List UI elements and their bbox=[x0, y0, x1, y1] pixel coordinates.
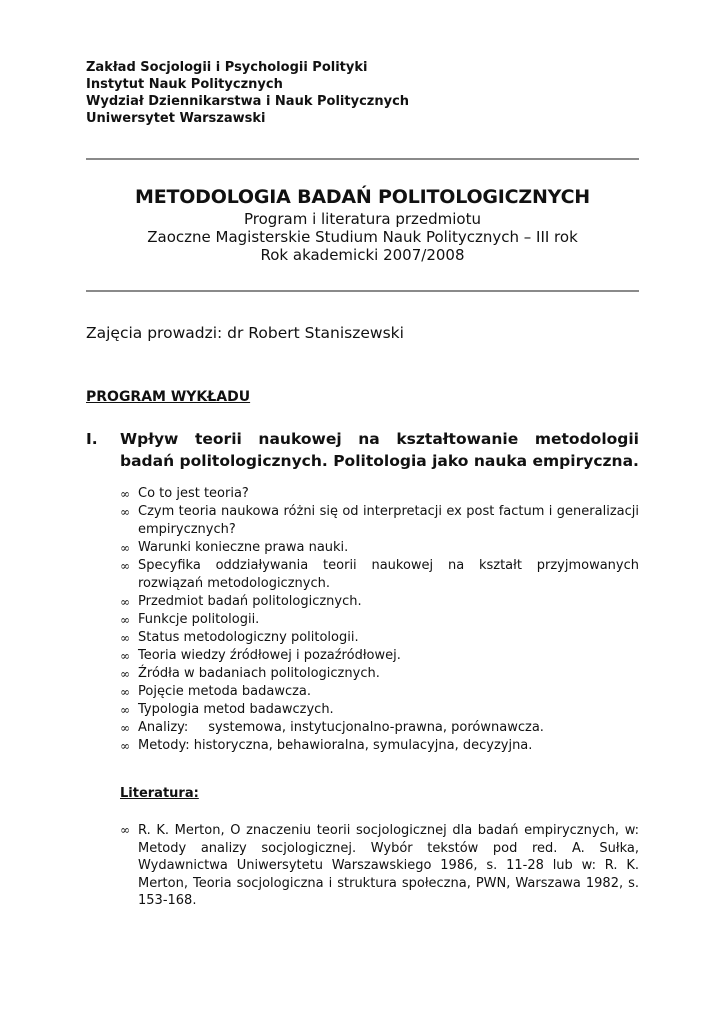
infinity-bullet-icon: ∞ bbox=[120, 505, 130, 519]
literature-heading: Literatura: bbox=[120, 786, 199, 801]
header-line-university: Uniwersytet Warszawski bbox=[86, 111, 266, 126]
list-item bbox=[120, 557, 639, 593]
topic-text: Czym teoria naukowa różni się od interpretacji ex post factum i generalizacji empirycznych? bbox=[138, 504, 639, 537]
topic-text: Co to jest teoria? bbox=[138, 486, 249, 501]
bottom-divider bbox=[86, 290, 639, 292]
topic-text: Metody: historyczna, behawioralna, symulacyjna, decyzyjna. bbox=[138, 738, 533, 753]
infinity-bullet-icon: ∞ bbox=[120, 487, 130, 501]
analyses-item bbox=[138, 719, 639, 737]
list-item bbox=[120, 503, 639, 539]
institution-header bbox=[86, 59, 409, 127]
analyses-label: Analizy: bbox=[138, 720, 189, 735]
top-divider bbox=[86, 158, 639, 160]
infinity-bullet-icon: ∞ bbox=[120, 667, 130, 681]
list-item bbox=[120, 611, 639, 629]
topic-text: Warunki konieczne prawa nauki. bbox=[138, 540, 349, 555]
list-item bbox=[120, 683, 639, 701]
list-item bbox=[120, 701, 639, 719]
subtitle-program: Program i literatura przedmiotu bbox=[244, 210, 481, 228]
subtitle-academic-year: Rok akademicki 2007/2008 bbox=[260, 246, 465, 264]
infinity-bullet-icon: ∞ bbox=[120, 685, 130, 699]
header-line-institute: Instytut Nauk Politycznych bbox=[86, 77, 283, 92]
infinity-bullet-icon: ∞ bbox=[120, 721, 130, 735]
subtitle-studies: Zaoczne Magisterskie Studium Nauk Politycznych – III rok bbox=[147, 228, 578, 246]
list-item bbox=[120, 485, 639, 503]
infinity-bullet-icon: ∞ bbox=[120, 739, 130, 753]
infinity-bullet-icon: ∞ bbox=[120, 541, 130, 555]
analyses-items: systemowa, instytucjonalno-prawna, porównawcza. bbox=[208, 720, 544, 735]
program-heading: PROGRAM WYKŁADU bbox=[86, 389, 251, 405]
infinity-bullet-icon: ∞ bbox=[120, 559, 130, 573]
literature-list bbox=[120, 822, 639, 910]
list-item bbox=[120, 665, 639, 683]
infinity-bullet-icon: ∞ bbox=[120, 823, 130, 837]
infinity-bullet-icon: ∞ bbox=[120, 595, 130, 609]
section-number: I. bbox=[86, 430, 98, 448]
header-line-department: Zakład Socjologii i Psychologii Polityki bbox=[86, 60, 368, 75]
list-item bbox=[120, 719, 639, 737]
topic-text: Źródła w badaniach politologicznych. bbox=[138, 666, 380, 681]
infinity-bullet-icon: ∞ bbox=[120, 613, 130, 627]
infinity-bullet-icon: ∞ bbox=[120, 703, 130, 717]
title-block bbox=[86, 184, 639, 264]
list-item bbox=[120, 629, 639, 647]
lecturer-line: Zajęcia prowadzi: dr Robert Staniszewski bbox=[86, 324, 404, 342]
topic-text: Teoria wiedzy źródłowej i pozaźródłowej. bbox=[138, 648, 401, 663]
list-item bbox=[120, 539, 639, 557]
list-item bbox=[120, 647, 639, 665]
topic-list bbox=[120, 485, 639, 755]
literature-entry: R. K. Merton, O znaczeniu teorii socjologicznej dla badań empirycznych, w: Metody analizy socjologicznej. Wybór tekstów pod red. A. Sułka, Wydawnictwa Uniwersytetu Warszawskiego 1986, s. 11-28 lub w: R. K. Merton, Teoria socjologiczna i struktura społeczna, PWN, Warszawa 1982, s. 153-168. bbox=[138, 823, 639, 908]
list-item bbox=[120, 822, 639, 910]
infinity-bullet-icon: ∞ bbox=[120, 649, 130, 663]
topic-text: Pojęcie metoda badawcza. bbox=[138, 684, 312, 699]
topic-text: Status metodologiczny politologii. bbox=[138, 630, 359, 645]
section-title: Wpływ teorii naukowej na kształtowanie metodologii badań politologicznych. Politologia jako nauka empiryczna. bbox=[120, 430, 639, 470]
list-item bbox=[120, 593, 639, 611]
topic-text: Przedmiot badań politologicznych. bbox=[138, 594, 362, 609]
header-line-faculty: Wydział Dziennikarstwa i Nauk Politycznych bbox=[86, 94, 410, 109]
list-item bbox=[120, 737, 639, 755]
topic-text: Specyfika oddziaływania teorii naukowej na kształt przyjmowanych rozwiązań metodologicznych. bbox=[138, 558, 639, 591]
topic-text: Typologia metod badawczych. bbox=[138, 702, 334, 717]
infinity-bullet-icon: ∞ bbox=[120, 631, 130, 645]
topic-text: Funkcje politologii. bbox=[138, 612, 260, 627]
course-title: METODOLOGIA BADAŃ POLITOLOGICZNYCH bbox=[134, 186, 591, 208]
